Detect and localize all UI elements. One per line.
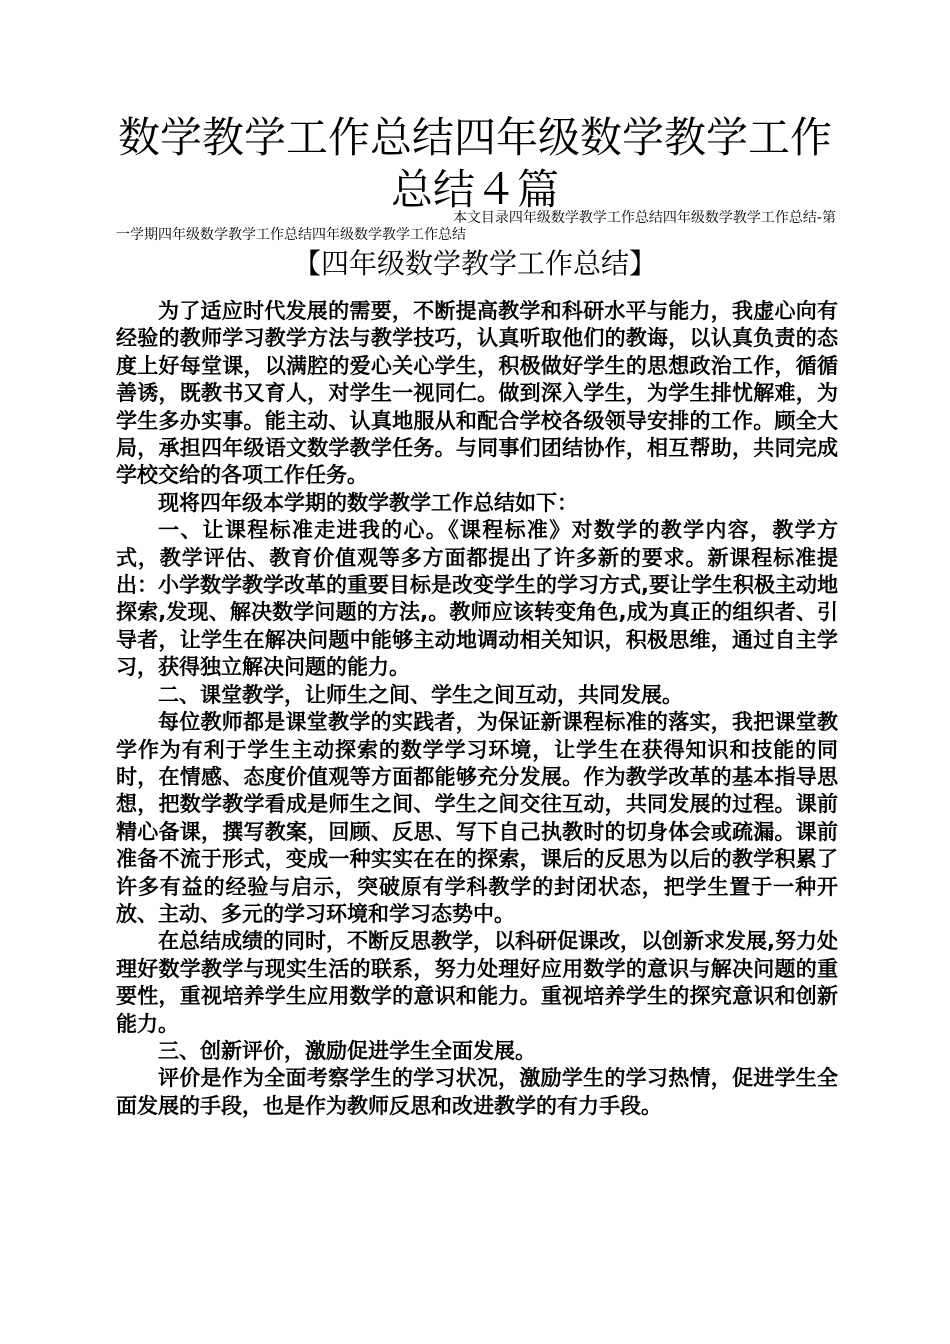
paragraph: 一、让课程标准走进我的心。《课程标准》对数学的教学内容，教学方式，教学评估、教育价值观等多方面都提出了许多新的要求。新课程标准提出：小学数学教学改革的重要目标是改变学生的学习方式,要让学生积极主动地探索,发现、解决数学问题的方法,。教师应该转变角色,成为真正的组织者、引导者，让学生在解决问题中能够主动地调动相关知识，积极思维，通过自主学习，获得独立解决问题的能力。 bbox=[116, 518, 838, 680]
paragraph: 评价是作为全面考察学生的学习状况，激励学生的学习热情，促进学生全面发展的手段，也是作为教师反思和改进教学的有力手段。 bbox=[116, 1066, 838, 1118]
paragraph: 二、课堂教学，让师生之间、学生之间互动，共同发展。 bbox=[158, 682, 683, 707]
section-heading: 【四年级数学教学工作总结】 bbox=[292, 247, 657, 280]
paragraph: 为了适应时代发展的需要，不断提高教学和科研水平与能力，我虚心向有经验的教师学习教学方法与教学技巧，认真听取他们的教诲，以认真负责的态度上好每堂课，以满腔的爱心关心学生，积极做好学生的思想政治工作，循循善诱，既教书又育人，对学生一视同仁。做到深入学生，为学生排忧解难，为学生多办实事。能主动、认真地服从和配合学校各级领导安排的工作。顾全大局，承担四年级语文数学教学任务。与同事们团结协作，相互帮助，共同完成学校交给的各项工作任务。 bbox=[116, 299, 838, 488]
table-of-contents bbox=[116, 210, 836, 244]
paragraph: 在总结成绩的同时，不断反思教学，以科研促课改，以创新求发展,努力处理好数学教学与现实生活的联系，努力处理好应用数学的意识与解决问题的重要性，重视培养学生应用数学的意识和能力。重视培养学生的探究意识和创新能力。 bbox=[116, 929, 838, 1036]
toc-line: 本文目录四年级数学教学工作总结四年级数学教学工作总结-第 bbox=[452, 210, 836, 226]
document-title: 数学教学工作总结四年级数学教学工作总结４篇 bbox=[117, 113, 832, 214]
paragraph: 现将四年级本学期的数学教学工作总结如下： bbox=[158, 490, 578, 515]
paragraph: 三、创新评价，激励促进学生全面发展。 bbox=[158, 1038, 536, 1063]
body-text bbox=[116, 298, 838, 1120]
toc-line: 一学期四年级数学教学工作总结四年级数学教学工作总结 bbox=[116, 227, 466, 243]
paragraph: 每位教师都是课堂教学的实践者，为保证新课程标准的落实，我把课堂教学作为有利于学生主动探索的数学学习环境，让学生在获得知识和技能的同时，在情感、态度价值观等方面都能够充分发展。作为教学改革的基本指导思想，把数学教学看成是师生之间、学生之间交往互动，共同发展的过程。课前精心备课，撰写教案，回顾、反思、写下自己执教时的切身体会或疏漏。课前准备不流于形式，变成一种实实在在的探索，课后的反思为以后的教学积累了许多有益的经验与启示，突破原有学科教学的封闭状态，把学生置于一种开放、主动、多元的学习环境和学习态势中。 bbox=[116, 710, 838, 926]
